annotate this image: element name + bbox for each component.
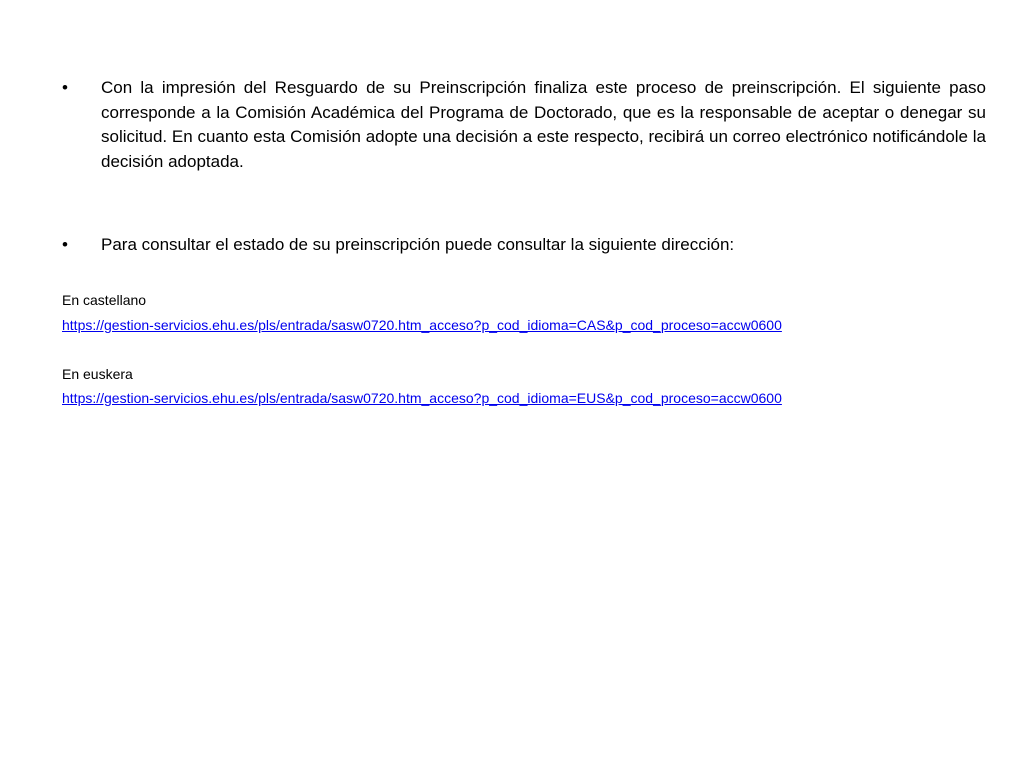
bullet-marker: • [62, 235, 68, 254]
bullet-text: Para consultar el estado de su preinscripción puede consultar la siguiente dirección: [101, 235, 735, 254]
bullet-text: Con la impresión del Resguardo de su Preinscripción finaliza este proceso de preinscripción. El siguiente paso corresponde a la Comisión Académica del Programa de Doctorado, que es la responsable de aceptar o denegar su solicitud. En cuanto esta Comisión adopte una decisión a este respecto, recibirá un correo electrónico notificándole la decisión adoptada. [101, 78, 986, 171]
bullet-marker: • [62, 78, 68, 97]
bullet-item-resguardo [62, 76, 986, 174]
bullet-item-consultar [62, 233, 986, 258]
label-euskera: En euskera [62, 366, 133, 382]
link-euskera[interactable]: https://gestion-servicios.ehu.es/pls/entrada/sasw0720.htm_acceso?p_cod_idioma=EUS&p_cod_proceso=accw0600 [62, 390, 782, 406]
link-castellano[interactable]: https://gestion-servicios.ehu.es/pls/entrada/sasw0720.htm_acceso?p_cod_idioma=CAS&p_cod_proceso=accw0600 [62, 317, 782, 333]
label-castellano: En castellano [62, 292, 147, 308]
